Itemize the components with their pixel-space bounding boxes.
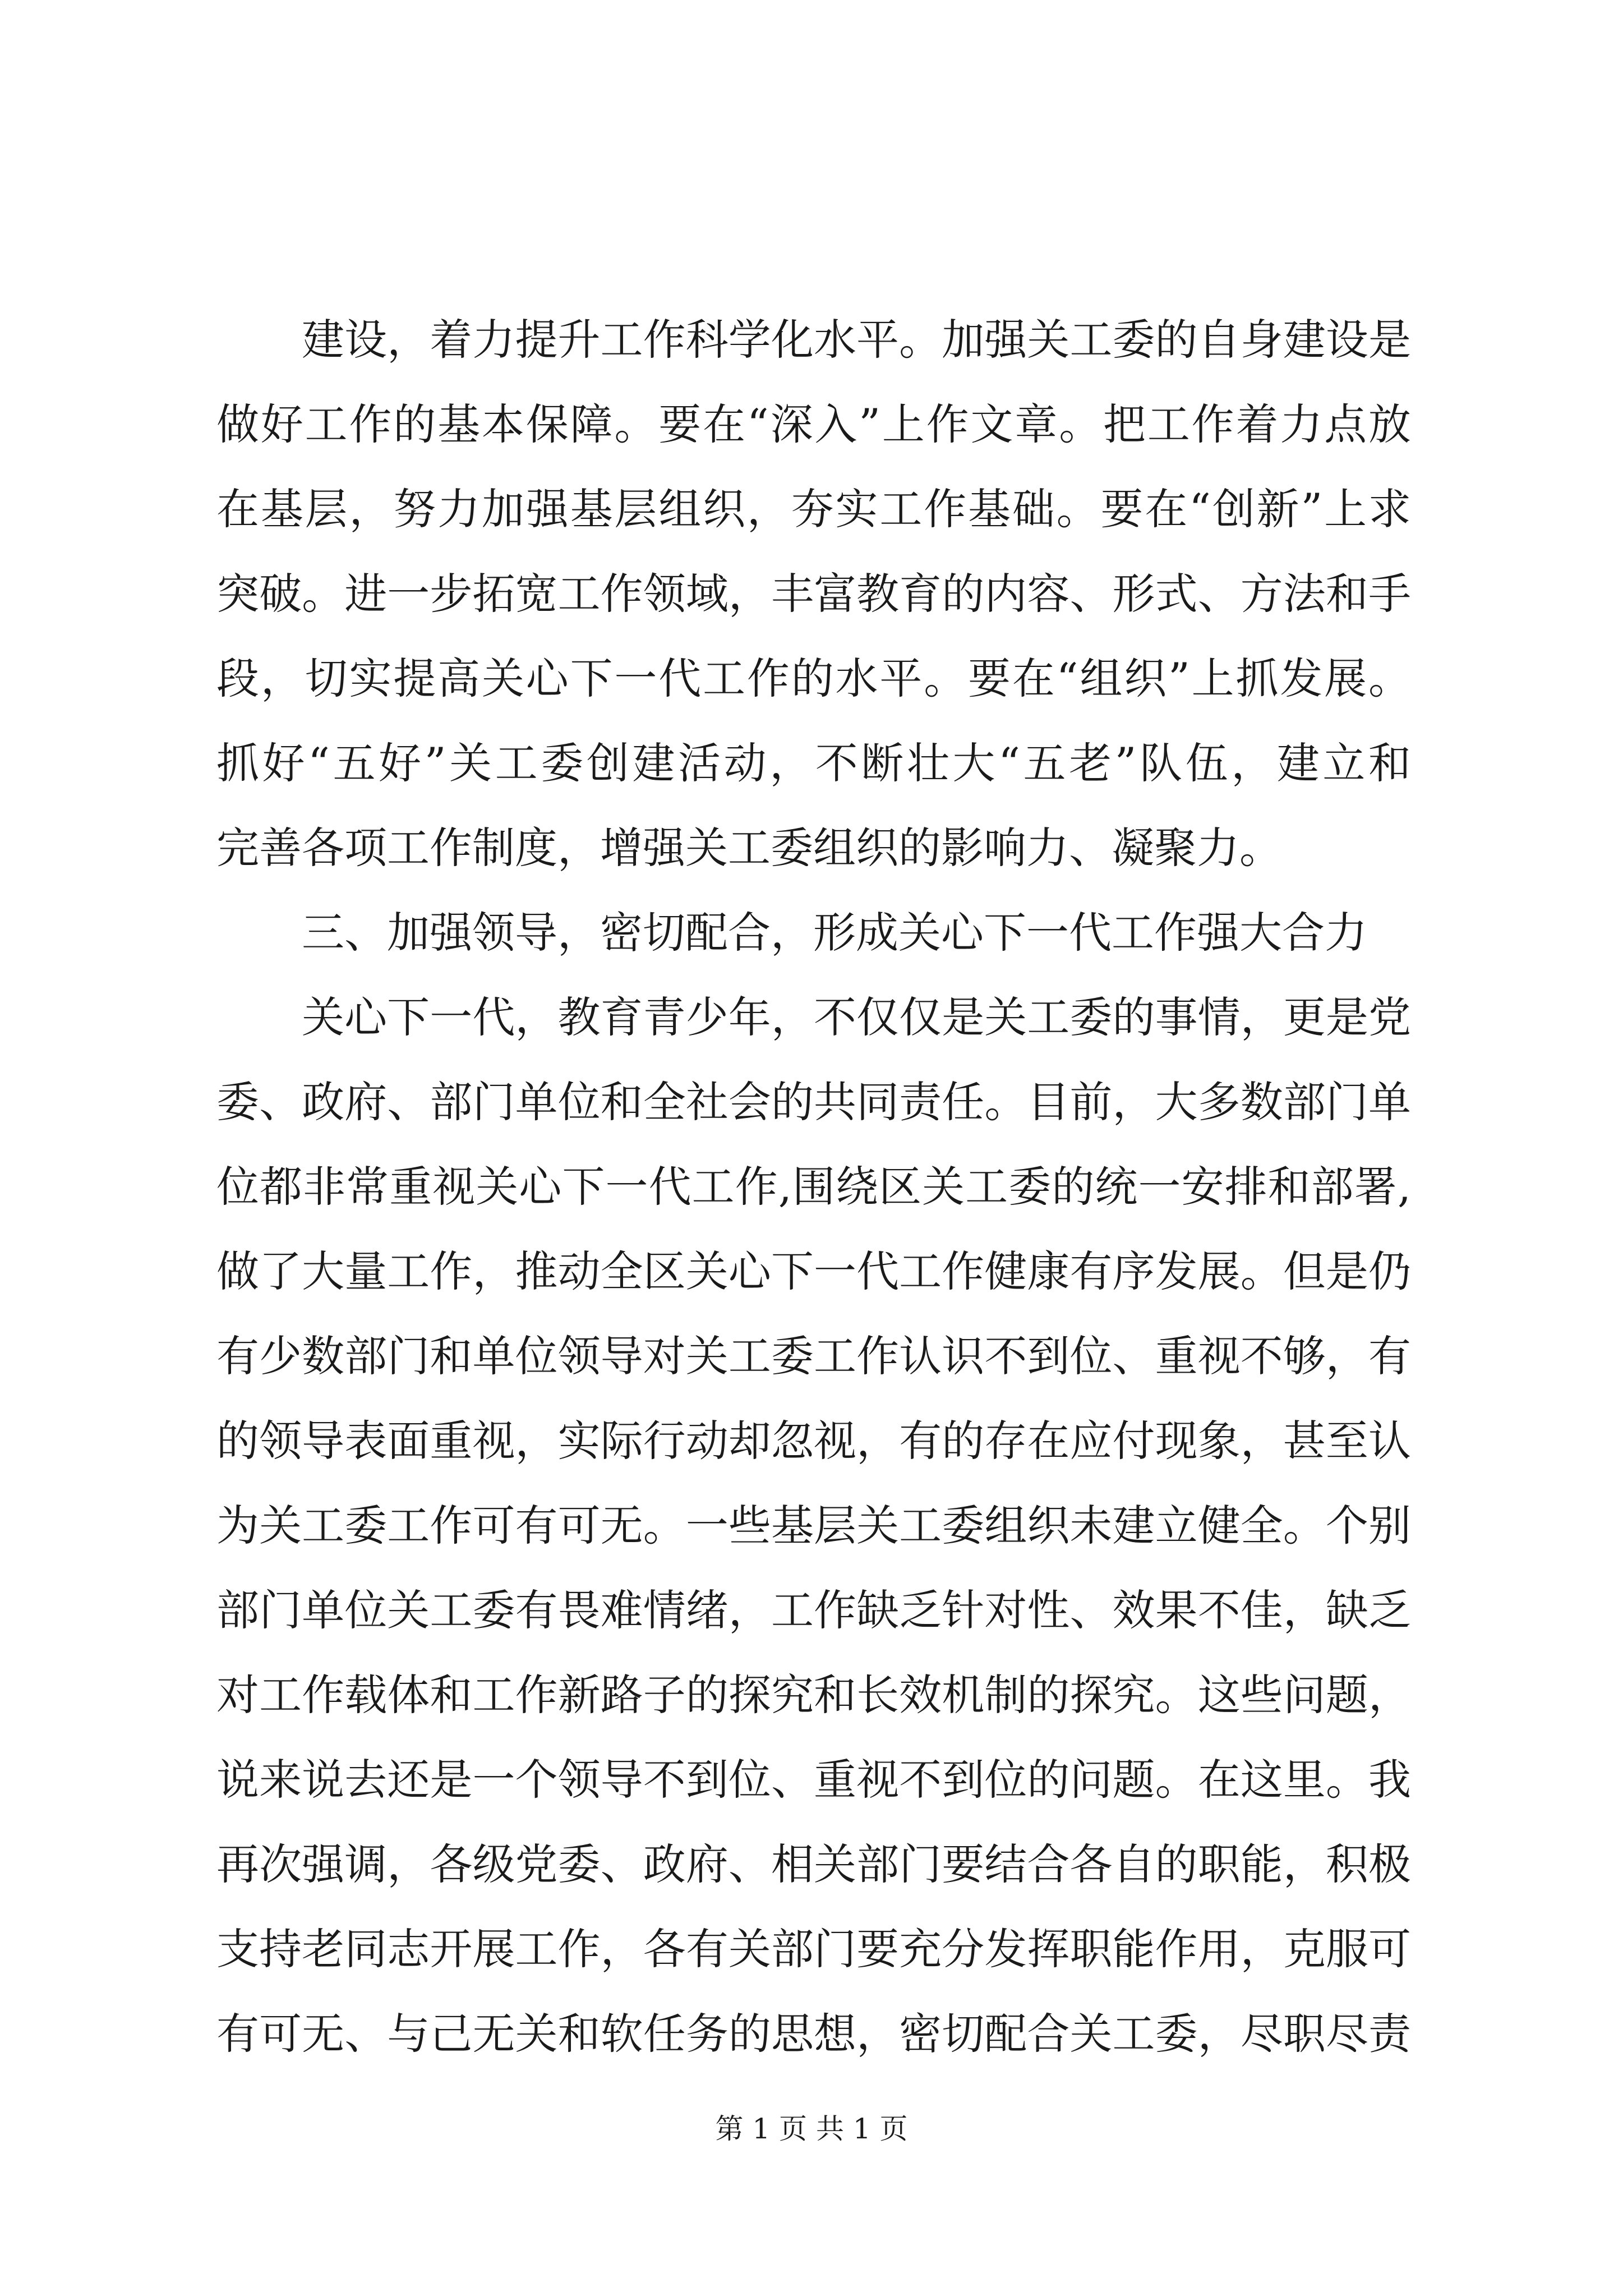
text-line: 支持老同志开展工作，各有关部门要充分发挥职能作用，克服可: [216, 1924, 1411, 1974]
page-footer: 第 1 页 共 1 页: [715, 2113, 908, 2145]
text-line: 做好工作的基本保障。要在“深入”上作文章。把工作着力点放: [216, 399, 1411, 449]
text-line: 说来说去还是一个领导不到位、重视不到位的问题。在这里。我: [216, 1755, 1411, 1805]
text-line: 在基层，努力加强基层组织，夯实工作基础。要在“创新”上求: [216, 484, 1411, 534]
text-line: 为关工委工作可有可无。一些基层关工委组织未建立健全。个别: [216, 1501, 1411, 1550]
text-line: 对工作载体和工作新路子的探究和长效机制的探究。这些问题，: [216, 1670, 1411, 1720]
text-line: 抓好“五好”关工委创建活动，不断壮大“五老”队伍，建立和: [216, 738, 1411, 788]
text-line: 有少数部门和单位领导对关工委工作认识不到位、重视不够，有: [216, 1331, 1411, 1381]
text-line: 关心下一代，教育青少年，不仅仅是关工委的事情，更是党: [302, 992, 1411, 1042]
text-line: 位都非常重视关心下一代工作,围绕区关工委的统一安排和部署,: [216, 1162, 1411, 1212]
text-line: 的领导表面重视，实际行动却忽视，有的存在应付现象，甚至认: [216, 1416, 1411, 1466]
text-line: 有可无、与己无关和软任务的思想，密切配合关工委，尽职尽责: [216, 2009, 1411, 2059]
text-line: 突破。进一步拓宽工作领域，丰富教育的内容、形式、方法和手: [216, 569, 1411, 619]
text-line: 完善各项工作制度，增强关工委组织的影响力、凝聚力。: [216, 823, 1282, 873]
text-line: 委、政府、部门单位和全社会的共同责任。目前，大多数部门单: [216, 1077, 1411, 1127]
text-line: 再次强调，各级党委、政府、相关部门要结合各自的职能，积极: [216, 1839, 1411, 1889]
text-line: 建设，着力提升工作科学化水平。加强关工委的自身建设是: [302, 315, 1411, 365]
text-line: 段，切实提高关心下一代工作的水平。要在“组织”上抓发展。: [216, 654, 1411, 703]
text-line: 做了大量工作，推动全区关心下一代工作健康有序发展。但是仍: [216, 1246, 1411, 1296]
body-text: [216, 297, 1411, 2076]
text-line: 部门单位关工委有畏难情绪，工作缺乏针对性、效果不佳，缺乏: [216, 1585, 1411, 1635]
text-line: 三、加强领导，密切配合，形成关心下一代工作强大合力: [302, 908, 1367, 958]
